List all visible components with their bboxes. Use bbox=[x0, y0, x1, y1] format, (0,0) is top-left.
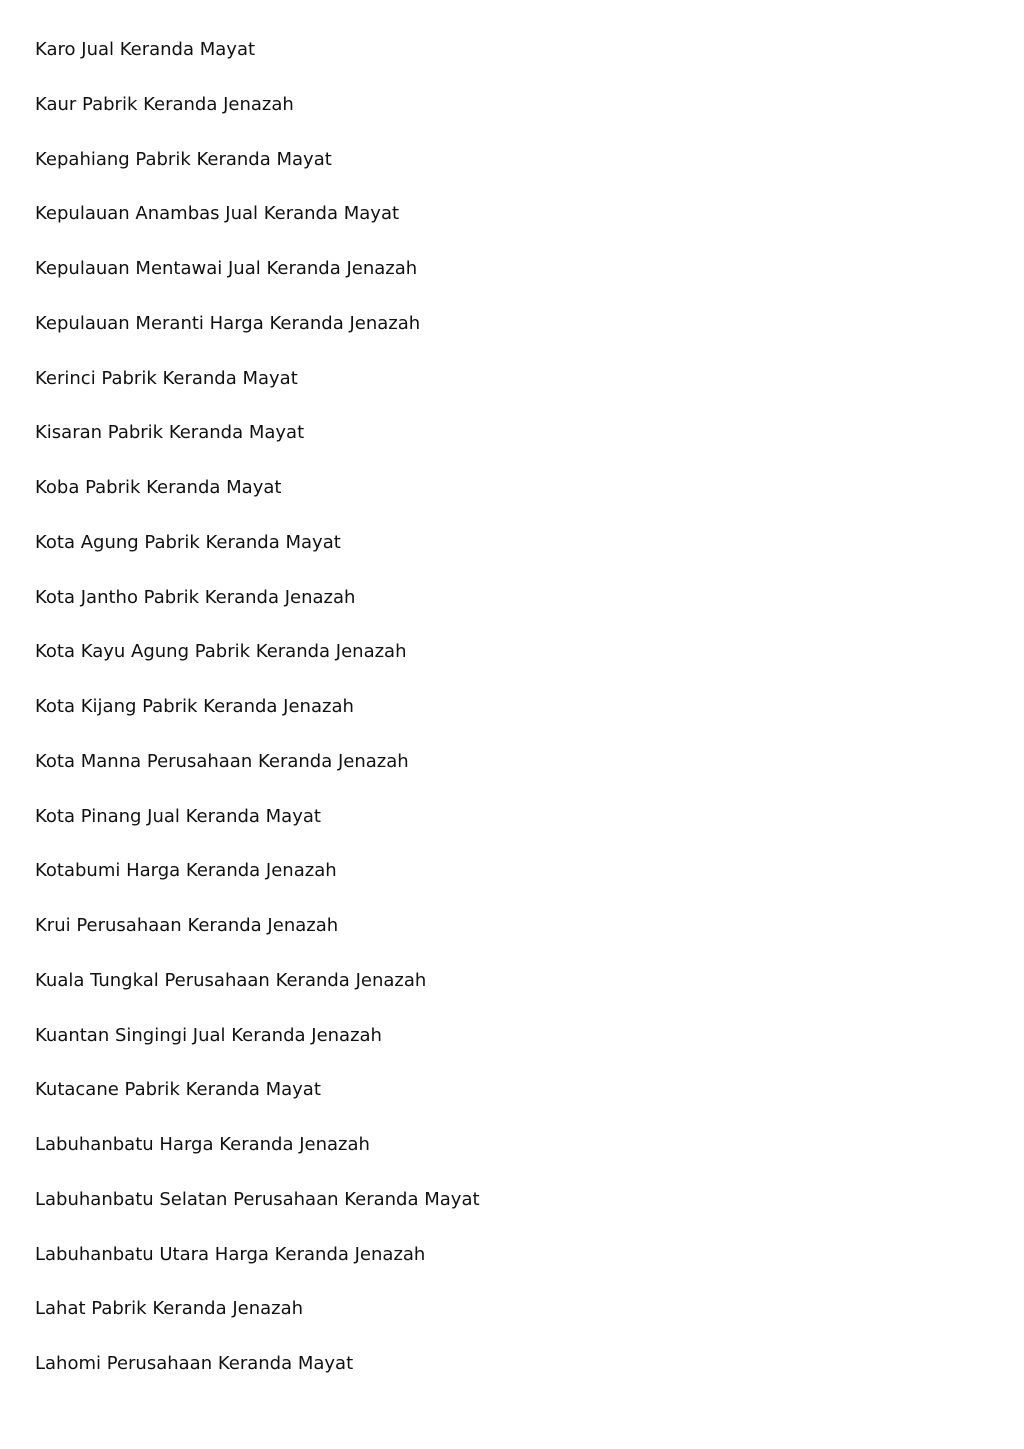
list-item: Kepulauan Mentawai Jual Keranda Jenazah bbox=[35, 258, 418, 279]
list-item: Lahat Pabrik Keranda Jenazah bbox=[35, 1298, 304, 1320]
entry-list bbox=[35, 36, 480, 1405]
list-item: Kepulauan Meranti Harga Keranda Jenazah bbox=[35, 312, 421, 334]
list-item: Kuantan Singingi Jual Keranda Jenazah bbox=[35, 1024, 382, 1046]
list-item: Kepahiang Pabrik Keranda Mayat bbox=[35, 148, 332, 170]
list-item: Kepulauan Anambas Jual Keranda Mayat bbox=[35, 203, 400, 225]
list-item: Lahomi Perusahaan Keranda Mayat bbox=[35, 1353, 354, 1374]
list-item: Kuala Tungkal Perusahaan Keranda Jenazah bbox=[35, 969, 427, 991]
list-item: Kota Jantho Pabrik Keranda Jenazah bbox=[35, 586, 356, 608]
list-item: Labuhanbatu Selatan Perusahaan Keranda Mayat bbox=[35, 1188, 480, 1210]
list-item: Kota Agung Pabrik Keranda Mayat bbox=[35, 531, 341, 553]
list-item: Kisaran Pabrik Keranda Mayat bbox=[35, 422, 305, 444]
list-item: Kota Kayu Agung Pabrik Keranda Jenazah bbox=[35, 641, 407, 663]
list-item: Kota Manna Perusahaan Keranda Jenazah bbox=[35, 750, 409, 772]
list-item: Koba Pabrik Keranda Mayat bbox=[35, 477, 282, 498]
list-item: Kota Pinang Jual Keranda Mayat bbox=[35, 805, 321, 827]
list-item: Krui Perusahaan Keranda Jenazah bbox=[35, 915, 339, 936]
list-item: Karo Jual Keranda Mayat bbox=[35, 39, 256, 60]
list-item: Kaur Pabrik Keranda Jenazah bbox=[35, 93, 294, 115]
list-item: Labuhanbatu Utara Harga Keranda Jenazah bbox=[35, 1243, 426, 1265]
list-item: Kota Kijang Pabrik Keranda Jenazah bbox=[35, 696, 354, 717]
list-item: Labuhanbatu Harga Keranda Jenazah bbox=[35, 1134, 370, 1155]
list-item: Kotabumi Harga Keranda Jenazah bbox=[35, 860, 337, 882]
list-item: Kerinci Pabrik Keranda Mayat bbox=[35, 367, 298, 389]
list-item: Kutacane Pabrik Keranda Mayat bbox=[35, 1079, 321, 1101]
